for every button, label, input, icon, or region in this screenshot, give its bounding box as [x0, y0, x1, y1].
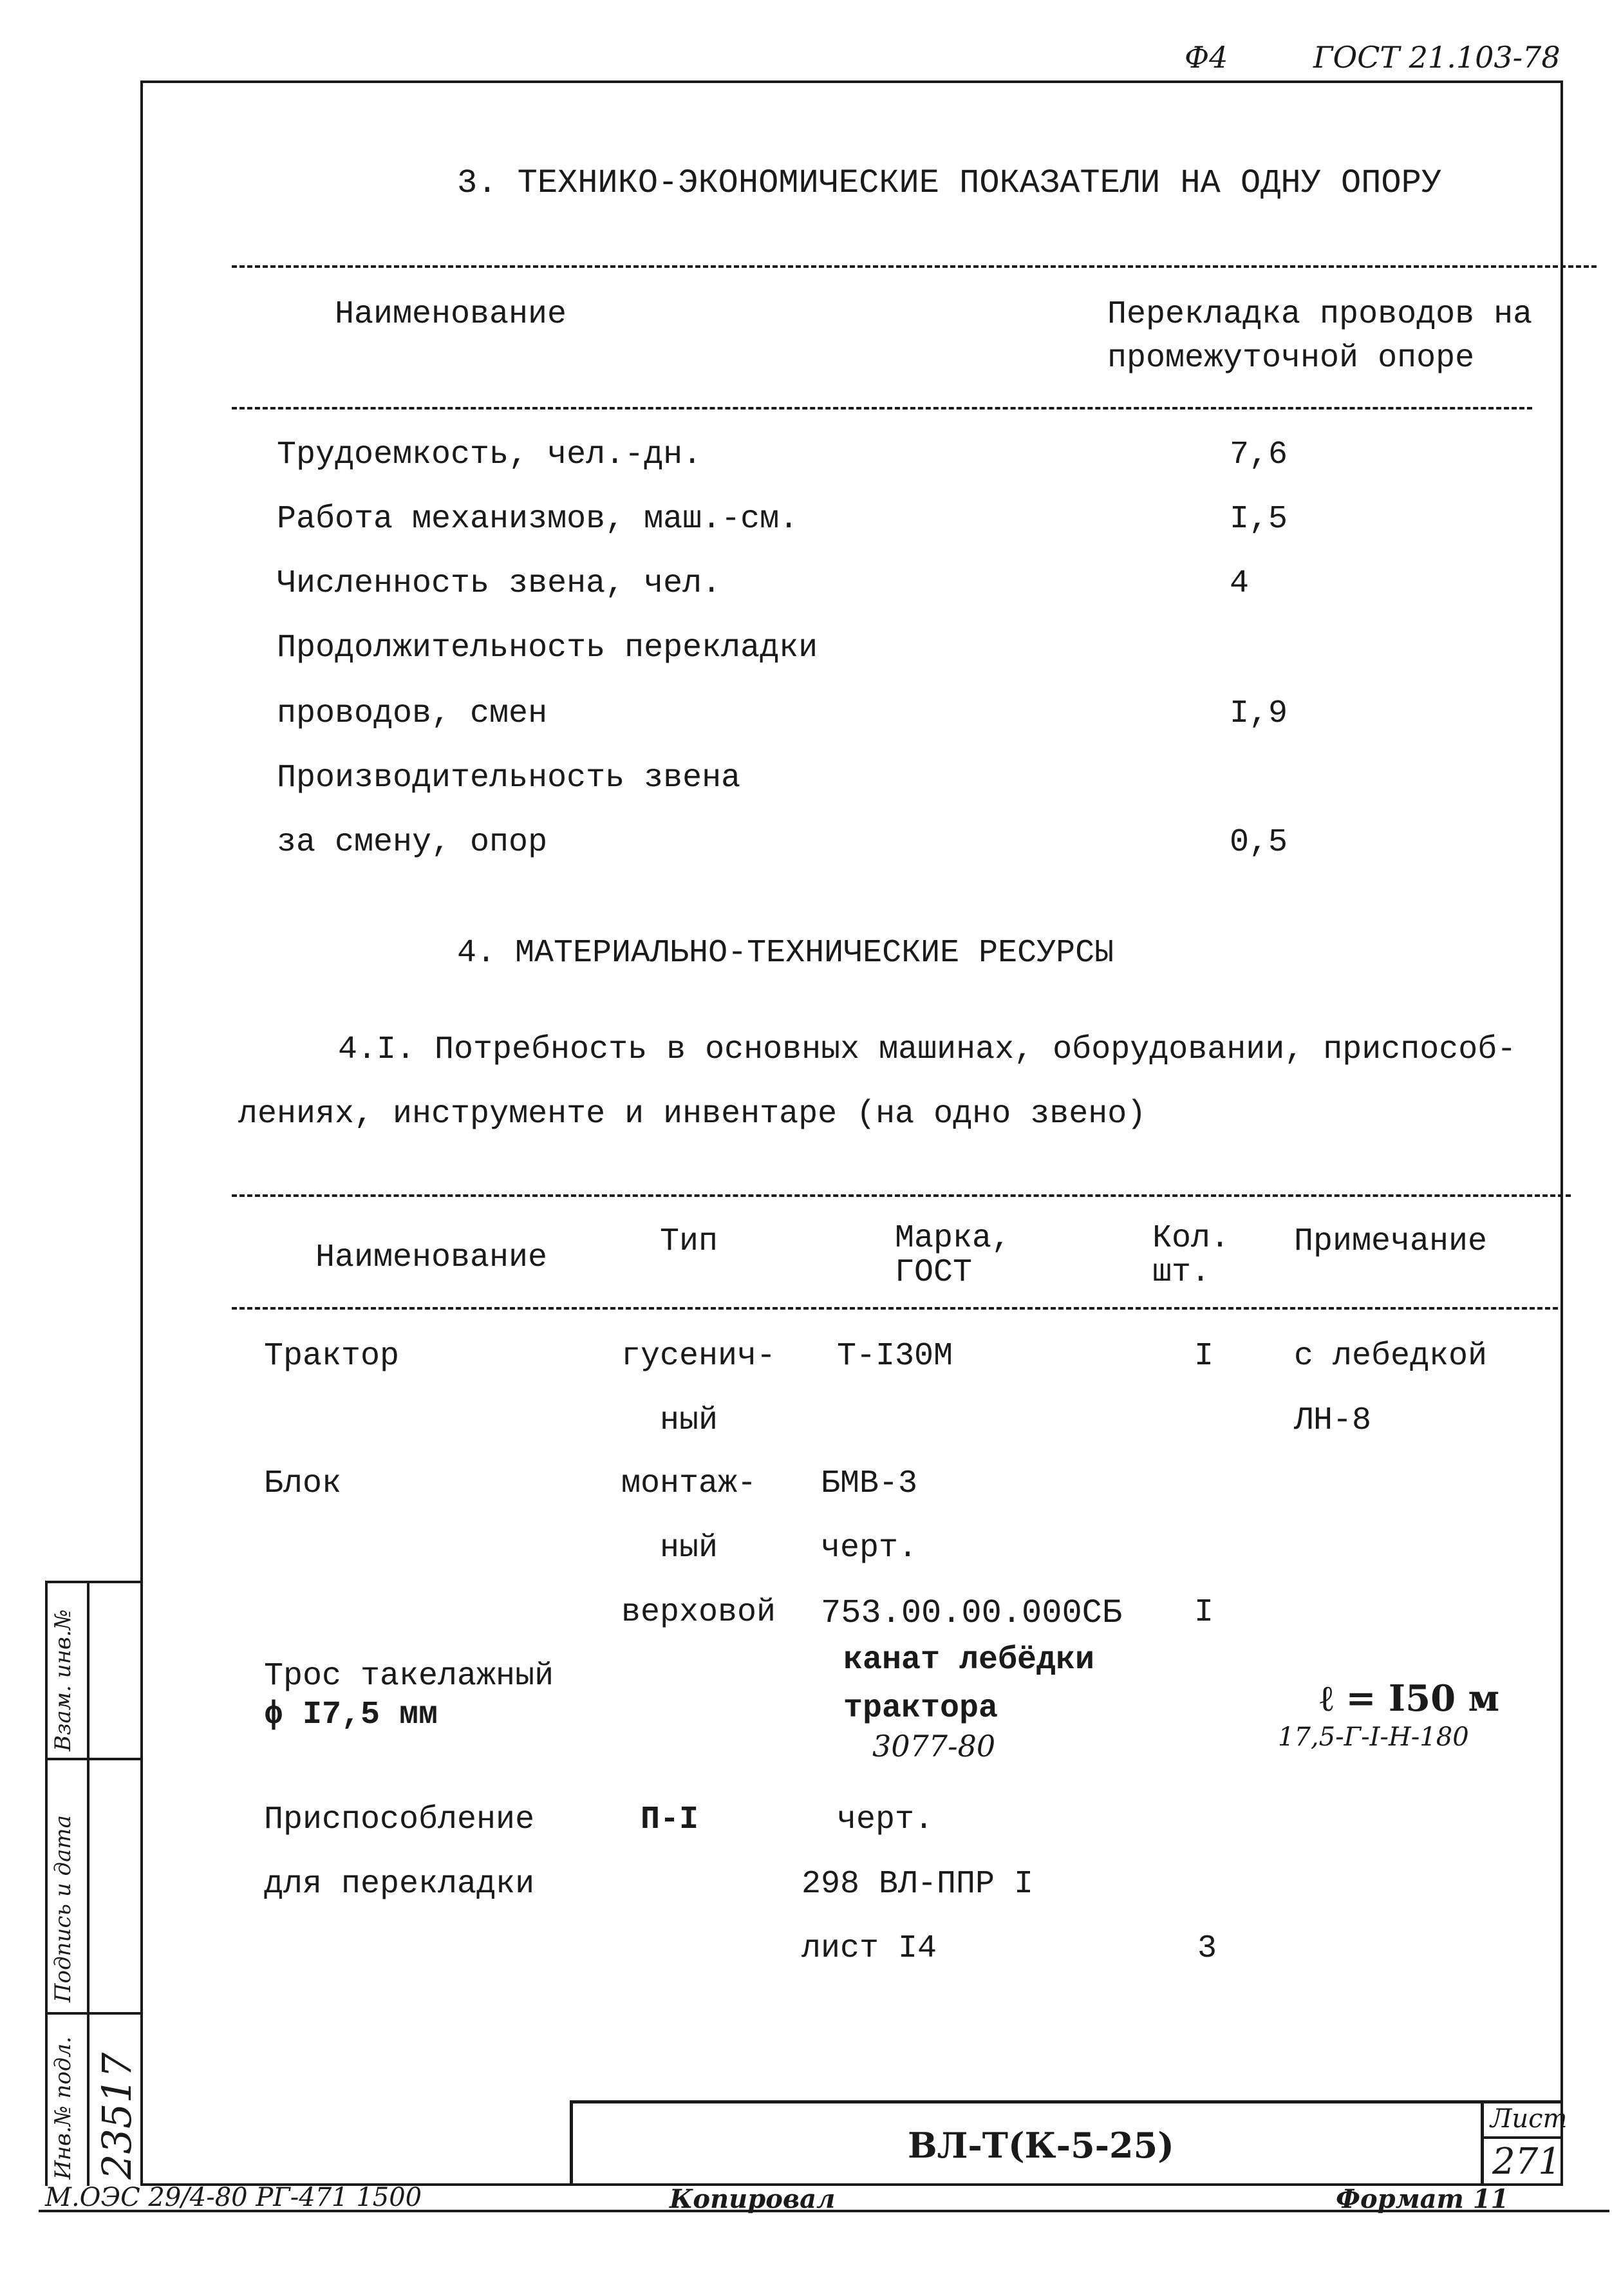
table2-header-name: Наименование — [315, 1239, 548, 1276]
stamp-inner-line — [87, 1581, 89, 2186]
table2-header-type: Тип — [660, 1223, 718, 1260]
stamp-top-rule — [45, 1581, 142, 1583]
table2-row-name: Приспособление — [264, 1802, 535, 1838]
table1-header-name: Наименование — [335, 296, 567, 333]
table1-row-value: I,9 — [1230, 695, 1288, 732]
table2-row-type: монтаж- — [621, 1465, 757, 1502]
replace-inv-label: Взам. инв.№ — [50, 1609, 76, 1751]
table2-header-mark-2: ГОСТ — [895, 1254, 973, 1291]
table2-header-note: Примечание — [1294, 1223, 1488, 1260]
table2-top-rule — [232, 1194, 1571, 1197]
sheet-number: 271 — [1492, 2141, 1561, 2183]
inv-number-label: Инв.№ подл. — [50, 2037, 76, 2179]
table2-header-qty-1: Кол. — [1152, 1220, 1230, 1257]
title-block-sheet-divider — [1481, 2100, 1484, 2186]
table1-row-value: 7,6 — [1230, 437, 1288, 473]
table2-row-qty: I — [1194, 1594, 1214, 1631]
table1-row-value: 4 — [1230, 565, 1250, 602]
table2-row-type: гусенич- — [621, 1338, 776, 1375]
table1-header-value-1: Перекладка проводов на — [1107, 296, 1533, 333]
table2-row-mark: черт. — [821, 1530, 918, 1567]
table1-row-name: Работа механизмов, маш.-см. — [277, 501, 799, 538]
table1-top-rule — [232, 265, 1597, 268]
table2-row-name: Блок — [264, 1465, 342, 1502]
title-block-sheet-rule — [1481, 2136, 1563, 2139]
page-code: Ф4 — [1185, 40, 1228, 75]
table2-row-mark: канат лебёдки — [843, 1642, 1095, 1679]
standard-code: ГОСТ 21.103-78 — [1313, 40, 1560, 75]
footer-order: М.ОЭС 29/4-80 РГ-471 1500 — [45, 2183, 422, 2212]
table1-row-name: Продолжительность перекладки — [277, 630, 818, 666]
table2-row-note: с лебедкой — [1294, 1338, 1488, 1375]
stamp-outer-line — [45, 1581, 48, 2186]
table1-row-name: Трудоемкость, чел.-дн. — [277, 437, 702, 473]
table2-row-name: Трос такелажный — [264, 1658, 554, 1695]
inv-number: 23517 — [93, 2052, 140, 2179]
table1-row-name: проводов, смен — [277, 695, 548, 732]
table1-row-name: Производительность звена — [277, 760, 741, 796]
table2-row-mark: черт. — [837, 1802, 934, 1838]
table2-header-qty-2: шт. — [1152, 1254, 1211, 1291]
table1-header-rule — [232, 407, 1532, 409]
stamp-rule — [45, 1758, 142, 1760]
table2-row-name: для перекладки — [264, 1866, 535, 1903]
title-block-top-border — [570, 2100, 1563, 2103]
table2-header-rule — [232, 1307, 1558, 1310]
table2-row-note: ЛН-8 — [1294, 1402, 1372, 1439]
table2-row-mark: 753.00.00.000СБ — [821, 1594, 1123, 1632]
table2-row-mark: 3077-80 — [872, 1729, 996, 1764]
signature-label: Подпись и дата — [50, 1815, 76, 2002]
table2-row-name: Трактор — [264, 1338, 400, 1375]
table2-header-mark-1: Марка, — [895, 1220, 1011, 1257]
table1-header-value-2: промежуточной опоре — [1107, 340, 1475, 377]
sheet-label: Лист — [1490, 2104, 1568, 2134]
stamp-rule — [45, 2012, 142, 2015]
table2-row-mark: Т-I30М — [837, 1338, 953, 1375]
table1-row-value: 0,5 — [1230, 824, 1288, 861]
section4-title: 4. МАТЕРИАЛЬНО-ТЕХНИЧЕСКИЕ РЕСУРСЫ — [457, 935, 1114, 972]
table2-row-mark: трактора — [843, 1690, 998, 1727]
table2-row-mark: 298 ВЛ-ППР I — [801, 1866, 1034, 1903]
section3-title: 3. ТЕХНИКО-ЭКОНОМИЧЕСКИЕ ПОКАЗАТЕЛИ НА ОДНУ ОПОРУ — [457, 164, 1442, 202]
section4-paragraph-line2: лениях, инструменте и инвентаре (на одно звено) — [238, 1096, 1147, 1133]
table1-row-value: I,5 — [1230, 501, 1288, 538]
footer-copied-by: Копировал — [670, 2184, 836, 2214]
document-code: ВЛ-Т(К-5-25) — [908, 2125, 1174, 2166]
table2-row-note: ℓ = I50 м — [1320, 1677, 1500, 1720]
table1-row-name: за смену, опор — [277, 824, 548, 861]
table2-row-type: верховой — [621, 1594, 776, 1631]
table2-row-note: 17,5-Г-I-Н-180 — [1278, 1722, 1469, 1752]
table2-row-mark: БМВ-3 — [821, 1465, 918, 1502]
footer-format: Формат 11 — [1336, 2184, 1509, 2214]
table2-row-qty: 3 — [1197, 1930, 1217, 1967]
title-block-left-border — [570, 2100, 573, 2186]
table2-row-name: ϕ I7,5 мм — [264, 1697, 438, 1733]
table2-row-qty: I — [1194, 1338, 1214, 1375]
table2-row-type: П-I — [641, 1802, 699, 1838]
section4-paragraph-line1: 4.I. Потребность в основных машинах, оборудовании, приспособ- — [338, 1031, 1517, 1068]
table2-row-mark: лист I4 — [801, 1930, 937, 1967]
table2-row-type: ный — [660, 1530, 718, 1567]
table1-row-name: Численность звена, чел. — [277, 565, 722, 602]
table2-row-type: ный — [660, 1402, 718, 1439]
